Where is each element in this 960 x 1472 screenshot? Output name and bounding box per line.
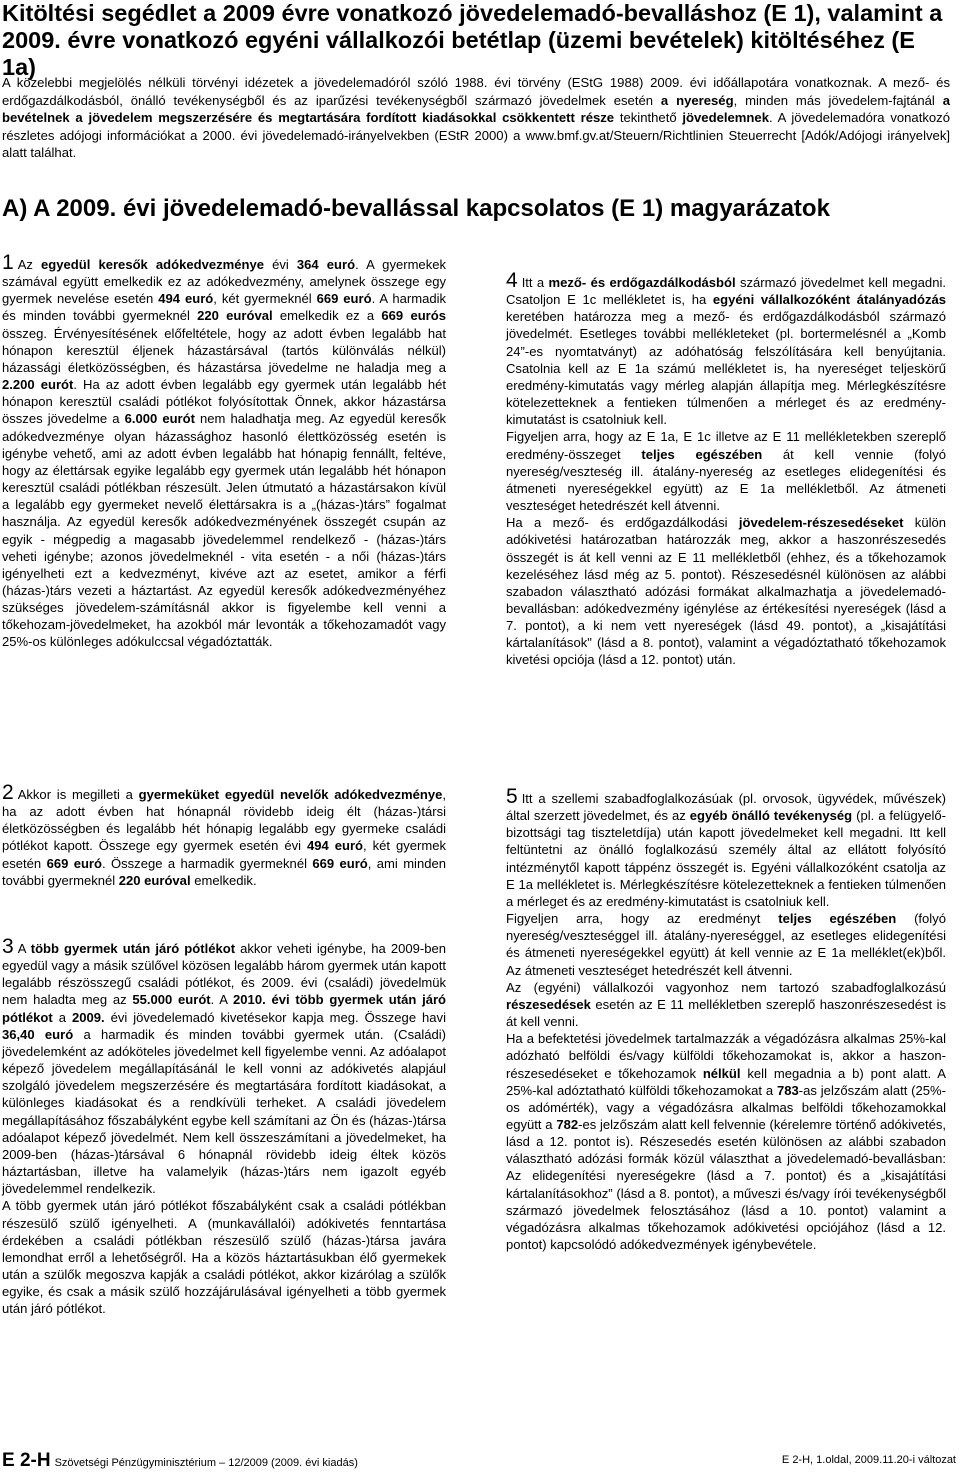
item-text: . A gyermekek számával együtt emelkedik ez az adókedvezmény, amelynek összege egy gyermek nevelése esetén: [2, 257, 446, 307]
left-column: [2, 251, 447, 651]
item-emphasis: egyéb önálló tevékenység: [689, 808, 853, 824]
item-text: esetén az E 11 mellékletben szereplő haszonrészesedést is át kell venni.: [506, 996, 946, 1030]
item-emphasis: 2010. évi több gyermek után járó pótlékot: [2, 992, 446, 1025]
intro-text: tekinthető: [614, 110, 683, 125]
item-number: 3: [2, 935, 14, 958]
item-text: a harmadik és minden további gyermek után. (Családi) jövedelemként az adóköteles jövedelmet kell figyelembe venni. Az adóalapot képező jövedelem megállapításánál le kell vonni az adókivetés alapjául szolgáló jövedelem megszerzésére és megtartására fordított kiadásokat, a különleges kiadásokat és a rendkívüli terheket. A családi jövedelem megállapításához főszabályként egybe kell számítani az Ön és (házas-)társa adóalapot képező jövedelmét. Nem kell összeszámítani a jövedelmeket, ha 2009-ben (házas-)társával 6 hónapnál rövidebb ideig éltek közös háztartásban, illetve ha valamelyik (házas-)társ nem igazolt egyéb jövedelemmel rendelkezik.: [2, 1026, 447, 1197]
item-emphasis: 220 euróval: [197, 308, 273, 324]
item-3-continued: A több gyermek után járó pótlékot főszabályként csak a családi pótlékban részesülő szülő igényelheti. A (munkavállalói) adókivetés fenntartása érdekében a családi pótlékban részesülő szülő (házas-)társa javára lemondhat erről a lehetőségről. Ha a közös háztartásukban élő gyermekek után a szülők megoszva kapják a családi pótlékot, akkor kizárólag a szülők egyike, és csak a másik szülő hozzájárulásával igényelheti a több gyermek után járó pótlékot.: [2, 1198, 446, 1317]
footer: [2, 1450, 958, 1470]
item-emphasis: teljes egészében: [778, 911, 897, 927]
intro-text: A mező- és erdőgazdálkodásból, önálló tevékenységből és az iparűzési tevékenységből származó jövedelmek esetén: [2, 75, 950, 108]
item-text: . A: [210, 992, 234, 1008]
item-text: Figyeljen arra, hogy az E 1a, E 1c illetve az E 11 mellékletekben szereplő eredmény-összeget: [506, 429, 946, 462]
item-text: keretében határozza meg a mező- és erdőgazdálkodásból származó jövedelmét. Esetleges további mellékleteket (pl. bortermelésnél a „Komb 24”-es nyomtatványt) az adóhatóság felszólítására kell benyújtania. Csatolnia kell az E 1a számú mellékletet is, ha nyereséget teljeskörű eredmény-kimutatás vagy mérleg alapján állapítja meg. Mérlegkészítésre kötelezetteknek a fentieken túlmenően a mérleget és az eredmény-kimutatást is csatolniuk kell.: [506, 309, 946, 428]
ministry-label: Szövetségi Pénzügyminisztérium – 12/2009 (2009. évi kiadás): [54, 1457, 358, 1469]
item-emphasis: gyermeküket egyedül nevelők adókedvezménye: [138, 787, 443, 802]
item-text: Ha a befektetési jövedelmek tartalmazzák a végadózásra alkalmas 25%-kal adózható belföldi és/vagy külföldi tőkehozamokat is, akkor a haszon-részesedéseket e tőkehozamok: [506, 1031, 946, 1081]
item-number: 4: [506, 269, 518, 292]
item-text: , két gyermek esetén: [2, 838, 446, 871]
item-emphasis: 2.200 eurót: [2, 377, 74, 393]
item-emphasis: 669 eurós: [381, 308, 446, 324]
item-text: , két gyermeknél: [213, 291, 317, 307]
item-text: , ami minden további gyermeknél: [2, 855, 446, 888]
footer-left: [2, 1450, 358, 1472]
item-text: kell megadnia a b) pont alatt. A 25%-kal adóztatható külföldi tőkehozamokat a: [506, 1065, 946, 1098]
item-text: . Ha az adott évben legalább egy gyermek után legalább hét hónapon keresztül családi pótlékot folyósítottak Önnek, akkor házastársa összes jövedelme a: [2, 377, 446, 427]
item-3: [2, 935, 447, 1197]
intro-emphasis: a nyereség: [660, 92, 734, 108]
item-text: Az (egyéni) vállalkozói vagyonhoz nem tartozó szabadfoglalkozású: [506, 979, 946, 995]
item-emphasis: 55.000 eurót: [132, 992, 211, 1008]
item-text: összeg. Érvényesítésének előfeltétele, hogy az adott évben legalább hat hónapon keresztül éljenek házastársával (tartós különválás nélkül) házassági életközösségben, és házastársa jövedelme ne haladja meg a: [2, 325, 446, 375]
item-4: [506, 269, 946, 428]
right-column-2: [506, 785, 946, 1253]
item-text: -as jelzőszám alatt (25%-os adómérték), vagy a végadózásra alkalmas belföldi tőkehozamokkal együtt a: [506, 1082, 946, 1132]
item-text: Az: [17, 257, 42, 272]
item-number: 1: [2, 251, 14, 274]
item-emphasis: 364 euró: [296, 257, 356, 272]
item-emphasis: 669 euró: [46, 855, 102, 871]
item-4-paragraph: [506, 514, 946, 668]
section-heading: A) A 2009. évi jövedelemadó-bevallással kapcsolatos (E 1) magyarázatok: [2, 195, 830, 222]
intro-paragraph: [2, 74, 950, 162]
item-emphasis: egyéni vállalkozóként átalányadózás: [712, 292, 946, 308]
left-column-3: [2, 935, 447, 1317]
item-text: származó jövedelmet kell megadni. Csatoljon E 1c mellékletet is, ha: [506, 275, 946, 308]
item-text: A: [17, 941, 31, 956]
item-text: Itt a: [521, 275, 549, 290]
item-emphasis: 36,40 euró: [2, 1026, 74, 1042]
item-emphasis: 220 euróval: [118, 872, 191, 888]
item-text: -es jelzőszám alatt kell felvennie (kérelemre történő adókivetés, lásd a 12. pontot is). Részesedés esetén különösen az alábbi szabadon választható adózási formák közül választhat a jövedelemadó-bevallásban: Az elidegenítési nyereségekre (lásd a 7. pontot) és a „kisajátítási kártalanításokhoz” (lásd a 8. pontot), a műveszi és/vagy írói tevékenységből származó jövedelmek felosztásához (lásd a 10. pontot) valamint a végadózásra alkalmas tőkehozamok adókivetési opciójához (lásd a 12. pontot) kapcsolódó adókedvezmények igénybevétele.: [506, 1116, 946, 1253]
left-column-2: [2, 781, 446, 889]
item-text: , ha az adott évben hat hónapnál rövidebb ideig élt (házas-)társi életközösségben és legalább hét hónapig legalább egy gyermeke családi pótlékot kapott. Összege egy gyermek esetén évi: [2, 787, 446, 854]
item-4-paragraph: [506, 428, 946, 514]
item-text: a: [52, 1009, 72, 1025]
item-emphasis: 669 euró: [312, 855, 368, 871]
intro-text: A közelebbi megjelölés nélküli törvényi idézetek a jövedelemadóról szóló 1988. évi törvény (EStG 1988) 2009. évi időállapotára vonatkoznak.: [2, 75, 879, 90]
item-number: 2: [2, 781, 14, 804]
item-emphasis: 6.000 eurót: [124, 411, 195, 427]
intro-emphasis: jövedelemnek: [682, 110, 769, 125]
item-5: [506, 785, 946, 910]
item-emphasis: teljes egészében: [641, 446, 763, 462]
item-emphasis: egyedül keresők adókedvezménye: [41, 257, 264, 272]
item-1: [2, 251, 447, 651]
item-text: Itt a szellemi szabadfoglalkozásúak (pl. orvosok, ügyvédek, művészek) által szerzett jövedelmet, és az: [506, 791, 946, 824]
item-emphasis: nélkül: [702, 1065, 741, 1081]
item-emphasis: 782: [556, 1116, 579, 1132]
item-text: Ha a mező- és erdőgazdálkodási: [506, 515, 739, 531]
item-2: [2, 781, 446, 889]
item-emphasis: 494 euró: [307, 838, 364, 854]
item-emphasis: 2009.: [71, 1009, 105, 1025]
item-text: külön adókivetési határozatban határozzák meg, akkor a haszonrészesedés összegét is át kell venni az E 11 mellékletből (ehhez, és a tőkehozamok kezeléséhez lásd még az 5. pontot). Részesedésnél különösen az alábbi szabadon választható adózási formákat alkalmazhatja a jövedelemadó-bevallásban: adókedvezmény igénylése az értékesítési nyereségek (lásd a 7. pontot), a ki nem vett nyereségek (lásd 49. pontot), a „kisajátítási kártalanítások" (lásd a 8. pontot), valamint a végadóztatható tőkehozamok kivetési opciója (lásd a 12. pontot) után.: [506, 515, 946, 668]
item-text: évi: [263, 257, 297, 272]
item-emphasis: 783: [777, 1082, 799, 1098]
form-code: E 2-H: [2, 1450, 51, 1471]
item-5-paragraph: [506, 910, 946, 979]
item-text: akkor veheti igénybe, ha 2009-ben egyedül vagy a másik szülővel közösen legalább három gyermek után kapott legalább részösszegű családi pótlékot, és 2009. évi (családi) jövedelmük nem haladta meg az: [2, 941, 446, 1008]
item-number: 5: [506, 785, 518, 808]
item-text: (pl. a felügyelő-bizottsági tag tiszteletdíja) után kapott jövedelmeket kell megadni. Itt kell feltüntetni az önálló foglalkozású személy által az ellátott folyósító intézménytől kapott táppénz összegét is. Egyéni vállalkozóként csatolja az E 1a mellékletet is. Mérlegkészítésre kötelezetteknek a fentieken túlmenően a mérleget és az eredmény-kimutatást is csatolniuk kell.: [506, 808, 946, 909]
item-text: . Összege a harmadik gyermeknél: [101, 855, 313, 871]
intro-text: . A jövedelemadóra vonatkozó részletes adójogi információkat a 2000. évi jövedelemadó-irányelvekben (EStR 2000) a www.bmf.gv.at/Steuern/Richtlinien Steuerrecht [Adók/Adójogi irányelvek] alatt találhat.: [2, 110, 951, 160]
item-text: emelkedik.: [190, 872, 257, 888]
item-5-paragraph: [506, 1030, 946, 1253]
item-text: (folyó nyereség/veszteséggel ill. átalány-nyereséggel, az esetleges elidegenítési és átmeneti nyereségekkel együtt) át kell vennie az E 1a melléklet(ek)ből. Az átmeneti veszteséget hetedrészét kell átvenni.: [506, 911, 946, 978]
item-emphasis: több gyermek után járó pótlékot: [30, 941, 236, 956]
intro-emphasis: a bevételnek a jövedelem megszerzésére és megtartására fordított kiadásokkal csökkentett része: [2, 92, 950, 125]
item-emphasis: jövedelem-részesedéseket: [738, 515, 904, 531]
item-text: nem haladhatja meg. Az egyedül keresők adókedvezménye olyan házassághoz hasonló élettközösség esetén is igénybe vehető, ami az adott évben legalább hat hónapig fennállt, feltéve, hogy az élettársak egyike legalább egy gyermek után legalább hét hónapon keresztül családi pótlékban részesült. Jelen útmutató a házastársakon kívül a legalább egy gyermeket nevelő élettársakra is a „(házas-)társ” fogalmat használja. Az egyedül keresők adókedvezményének összegét csupán az egyik - mégpedig a magasabb jövedelemmel rendelkező - (házas-)társ veheti igénybe; azonos jövedelmeknél - vita esetén - a női (házas-)társ igényelheti ezt a kedvezményt, kivéve azt az esetet, amikor a férfi (házas-)társ vezeti a háztartást. Az egyedül keresők adókedvezményéhez szükséges jövedelem-számításnál akkor is figyelembe kell venni a tőkehozam-jövedelmeket, ha azokból már levonták a tőkehozamadót vagy 25%-os különleges adókulccsal végadóztatták.: [2, 411, 446, 650]
item-text: . A harmadik és minden további gyermeknél: [2, 291, 447, 324]
item-text: évi jövedelemadó kivetésekor kapja meg. Összege havi: [104, 1009, 446, 1025]
item-emphasis: mező- és erdőgazdálkodásból: [548, 275, 736, 290]
right-column: [506, 269, 946, 669]
intro-text: , minden más jövedelem-fajtánál: [733, 92, 943, 108]
item-emphasis: 669 euró: [316, 291, 372, 307]
page-title: Kitöltési segédlet a 2009 évre vonatkozó jövedelemadó-bevalláshoz (E 1), valamint a 2009. évre vonatkozó egyéni vállalkozói betétlap (üzemi bevételek) kitöltéséhez (E 1a): [2, 0, 943, 80]
item-text: Akkor is megilleti a: [17, 787, 139, 802]
item-text: emelkedik ez a: [272, 308, 382, 324]
item-emphasis: részesedések: [506, 996, 591, 1012]
item-text: Figyeljen arra, hogy az eredményt: [506, 911, 779, 927]
item-emphasis: 494 euró: [158, 291, 214, 307]
item-text: át kell vennie (folyó nyereség/veszteség ill. átalány-nyereség az esetleges elidegenítési és átmeneti nyereségekkel együtt) az E 1a mellékletből. Az átmeneti veszteséget hetedrészét kell átvenni.: [506, 446, 946, 514]
item-5-paragraph: [506, 979, 946, 1030]
footer-page-info: E 2-H, 1.oldal, 2009.11.20-i változat: [781, 1454, 956, 1466]
